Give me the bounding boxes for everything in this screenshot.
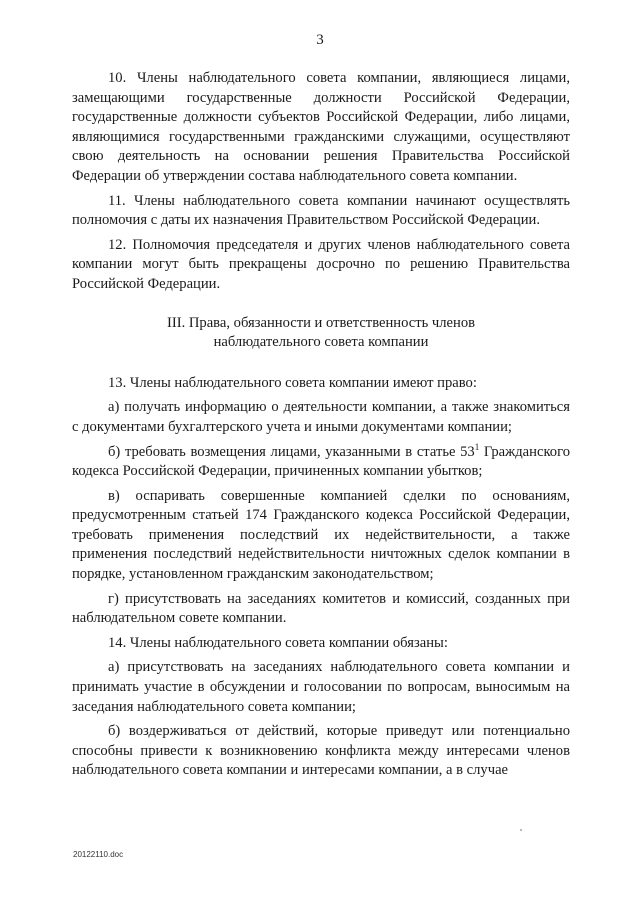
paragraph-13-b — [72, 443, 570, 482]
section-heading — [72, 314, 570, 353]
paragraph-13-b-text: б) требовать возмещения лицами, указанными в статье 53 — [108, 443, 475, 460]
paragraph-10: 10. Члены наблюдательного совета компании, являющиеся лицами, замещающими государственные должности Российской Федерации, государственные должности субъектов Российской Федерации, либо лицами, являющимися государственными гражданскими служащими, осуществляют свою деятельность на основании решения Правительства Российской Федерации об утверждении состава наблюдательного совета компании. — [72, 70, 570, 184]
paragraph-13-v: в) оспаривать совершенные компанией сделки по основаниям, предусмотренным статьей 174 Гражданского кодекса Российской Федерации, требовать применения последствий их недействительности, а также применения последствий недействительности ничтожных сделок компании в порядке, установленном гражданским законодательством; — [72, 487, 570, 583]
document-filename: 20122110.doc — [73, 850, 124, 859]
paragraph-14-intro: 14. Члены наблюдательного совета компании обязаны: — [108, 634, 448, 651]
scan-speck — [520, 829, 522, 831]
paragraph-12: 12. Полномочия председателя и других членов наблюдательного совета компании могут быть прекращены досрочно по решению Правительства Российской Федерации. — [72, 236, 570, 292]
paragraph-13-intro: 13. Члены наблюдательного совета компании имеют право: — [108, 374, 477, 391]
paragraph-13-g: г) присутствовать на заседаниях комитетов и комиссий, созданных при наблюдательном совете компании. — [72, 590, 570, 627]
page-number: 3 — [316, 32, 324, 48]
document-body — [72, 69, 570, 781]
paragraph-13-b-text-end: Гражданского кодекса Российской Федерации, причиненных компании убытков; — [72, 443, 571, 480]
section-heading-line-1: III. Права, обязанности и ответственность членов — [166, 314, 476, 331]
paragraph-11: 11. Члены наблюдательного совета компании начинают осуществлять полномочия с даты их назначения Правительством Российской Федерации. — [72, 192, 570, 229]
paragraph-13-a: а) получать информацию о деятельности компании, а также знакомиться с документами бухгалтерского учета и иными документами компании; — [72, 399, 570, 435]
section-heading-line-2: наблюдательного совета компании — [213, 334, 429, 351]
paragraph-14-b: б) воздерживаться от действий, которые приведут или потенциально способны привести к возникновению конфликта между интересами членов наблюдательного совета компании и интересами компании, а в случае — [72, 723, 570, 779]
article-superscript: 1 — [474, 441, 480, 452]
paragraph-14-a: а) присутствовать на заседаниях наблюдательного совета компании и принимать участие в обсуждении и голосовании по вопросам, выносимым на заседания наблюдательного совета компании; — [72, 659, 570, 715]
